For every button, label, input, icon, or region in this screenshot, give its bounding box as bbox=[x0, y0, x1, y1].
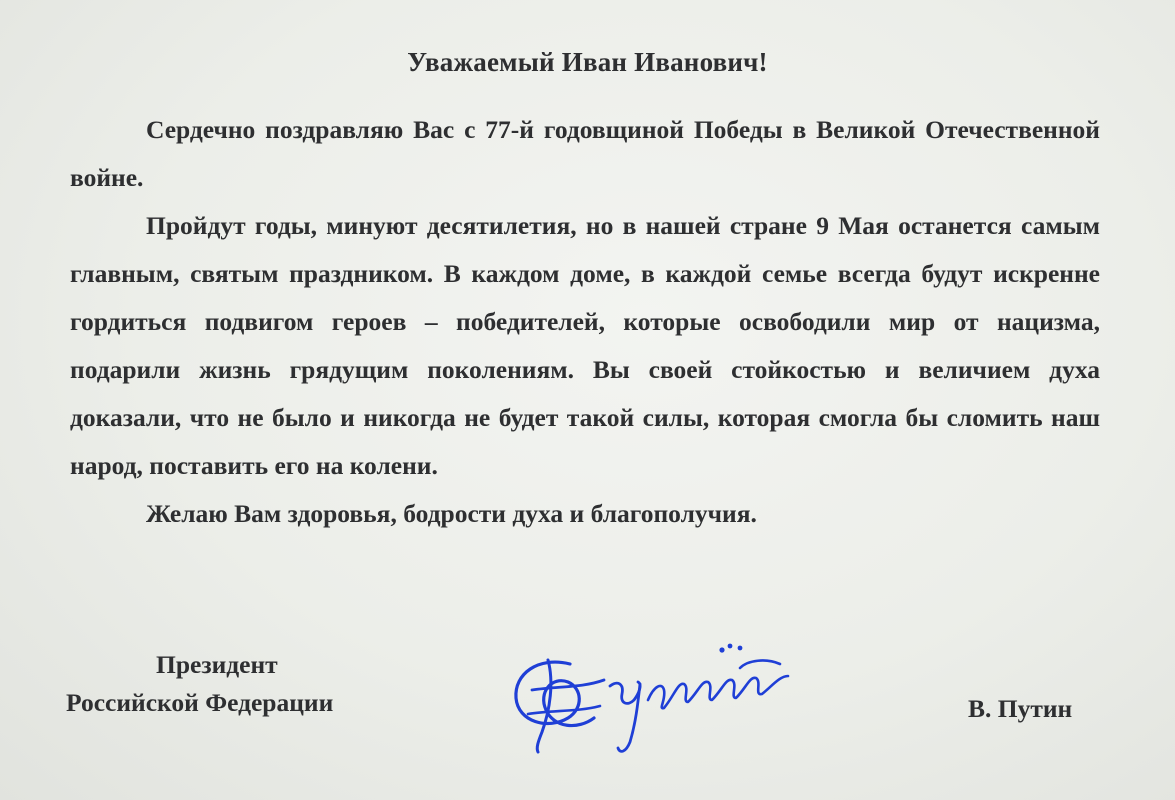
sender-title bbox=[66, 646, 396, 722]
handwritten-signature bbox=[508, 630, 828, 760]
signer-name: В. Путин bbox=[968, 694, 1073, 723]
sender-title-line: Президент bbox=[156, 650, 278, 679]
letter-paragraph: Пройдут годы, минуют десятилетия, но в нашей стране 9 Мая останется самым главным, святым праздником. В каждом доме, в каждой семье всегда будут искренне гордиться подвигом героев – победителей, которые освободили мир от нацизма, подарили жизнь грядущим поколениям. Вы своей стойкостью и величием духа доказали, что не было и никогда не будет такой силы, которая смогла бы сломить наш народ, поставить его на колени. bbox=[70, 211, 1100, 480]
sender-title-line: Российской Федерации bbox=[66, 688, 334, 717]
letter-paragraph: Желаю Вам здоровья, бодрости духа и благополучия. bbox=[146, 499, 757, 528]
letter-greeting: Уважаемый Иван Иванович! bbox=[407, 47, 768, 77]
letter-body bbox=[70, 106, 1100, 538]
letter-paragraph: Сердечно поздравляю Вас с 77-й годовщиной Победы в Великой Отечественной войне. bbox=[70, 115, 1100, 192]
